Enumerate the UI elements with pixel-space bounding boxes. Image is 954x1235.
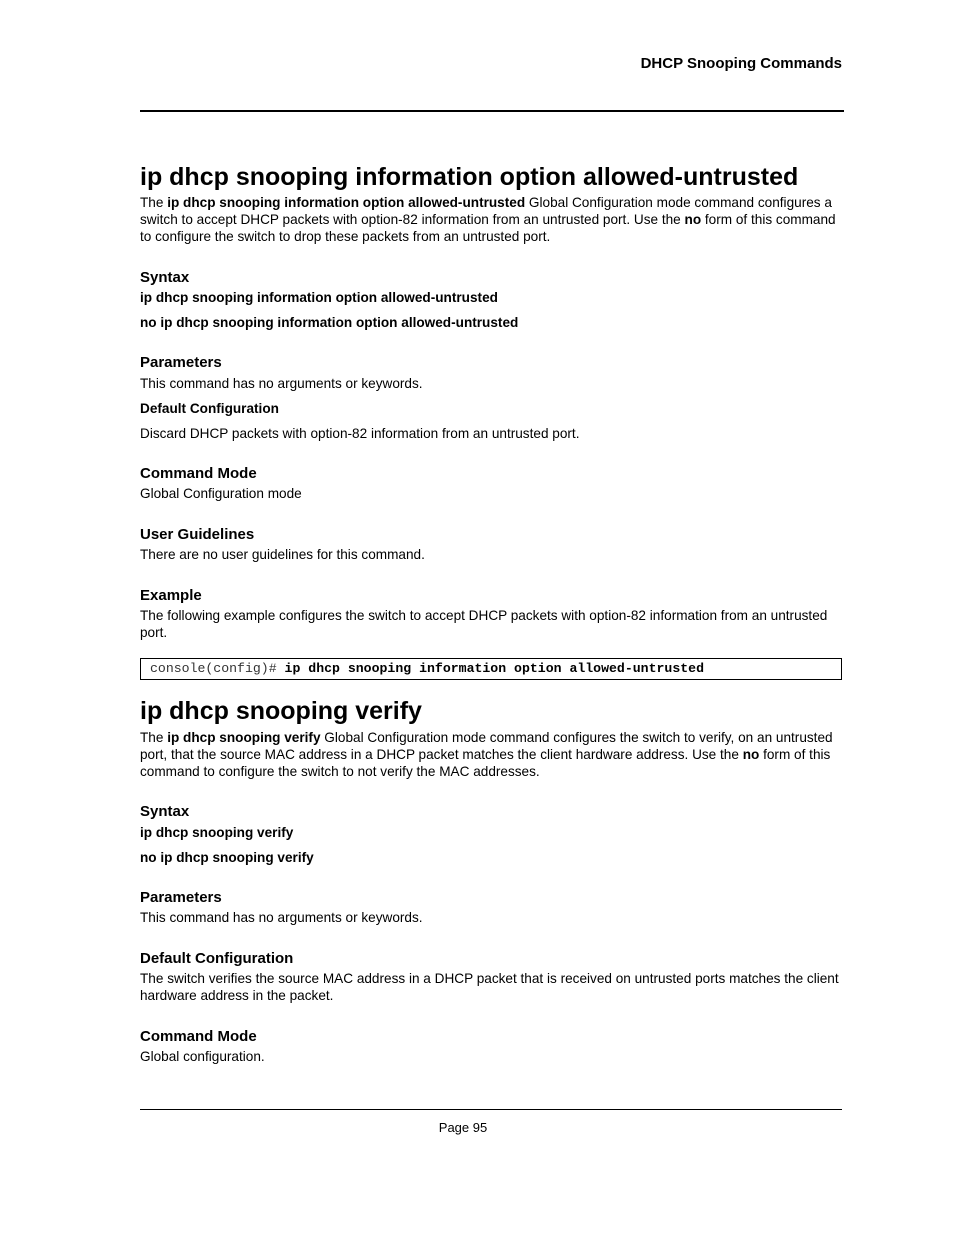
default-config-text: Discard DHCP packets with option-82 information from an untrusted port. (140, 426, 580, 441)
syntax-line: ip dhcp snooping verify (140, 825, 294, 840)
example-code-box (140, 658, 842, 680)
parameters-text: This command has no arguments or keywords. (140, 376, 423, 391)
footer-divider (140, 1109, 842, 1110)
command-name: ip dhcp snooping verify (167, 730, 321, 745)
example-heading: Example (140, 587, 202, 604)
syntax-line: ip dhcp snooping information option allowed-untrusted (140, 290, 498, 305)
section-intro-paragraph: The ip dhcp snooping verify Global Configuration mode command configures the switch to verify, on an untrusted port, that the source MAC address in a DHCP packet matches the client hardware address. Use the no form of this command to configure the switch to not verify the MAC addresses. (140, 730, 833, 779)
user-guidelines-text: There are no user guidelines for this command. (140, 547, 425, 562)
parameters-heading: Parameters (140, 889, 222, 906)
parameters-text: This command has no arguments or keywords. (140, 910, 423, 925)
syntax-line-no: no ip dhcp snooping information option allowed-untrusted (140, 315, 519, 330)
default-config-text: The switch verifies the source MAC address in a DHCP packet that is received on untrusted ports matches the client hardware address in the packet. (140, 971, 839, 1003)
default-config-heading: Default Configuration (140, 950, 294, 967)
command-mode-heading: Command Mode (140, 1028, 257, 1045)
no-keyword: no (684, 212, 702, 227)
section-title-verify: ip dhcp snooping verify (140, 697, 422, 725)
section-title-allowed-untrusted: ip dhcp snooping information option allowed-untrusted (140, 163, 799, 191)
default-config-heading: Default Configuration (140, 401, 279, 416)
no-keyword: no (742, 747, 760, 762)
syntax-line-no: no ip dhcp snooping verify (140, 850, 314, 865)
section-intro-paragraph: The ip dhcp snooping information option allowed-untrusted Global Configuration mode command configures a switch to accept DHCP packets with option-82 information from an untrusted port. Use the no form of this command to configure the switch to drop these packets from an untrusted port. (140, 195, 836, 244)
command-name: ip dhcp snooping information option allowed-untrusted (167, 195, 526, 210)
example-text: The following example configures the switch to accept DHCP packets with option-82 information from an untrusted port. (140, 608, 828, 640)
command-mode-text: Global Configuration mode (140, 486, 302, 501)
page-number: Page 95 (438, 1120, 488, 1135)
running-header: DHCP Snooping Commands (640, 55, 842, 72)
parameters-heading: Parameters (140, 354, 222, 371)
syntax-heading: Syntax (140, 269, 190, 286)
header-divider (140, 110, 844, 112)
syntax-heading: Syntax (140, 803, 190, 820)
command-mode-text: Global configuration. (140, 1049, 265, 1064)
user-guidelines-heading: User Guidelines (140, 526, 255, 543)
console-prompt: console(config)# (150, 661, 285, 676)
console-command: ip dhcp snooping information option allowed-untrusted (284, 661, 704, 676)
command-mode-heading: Command Mode (140, 465, 257, 482)
